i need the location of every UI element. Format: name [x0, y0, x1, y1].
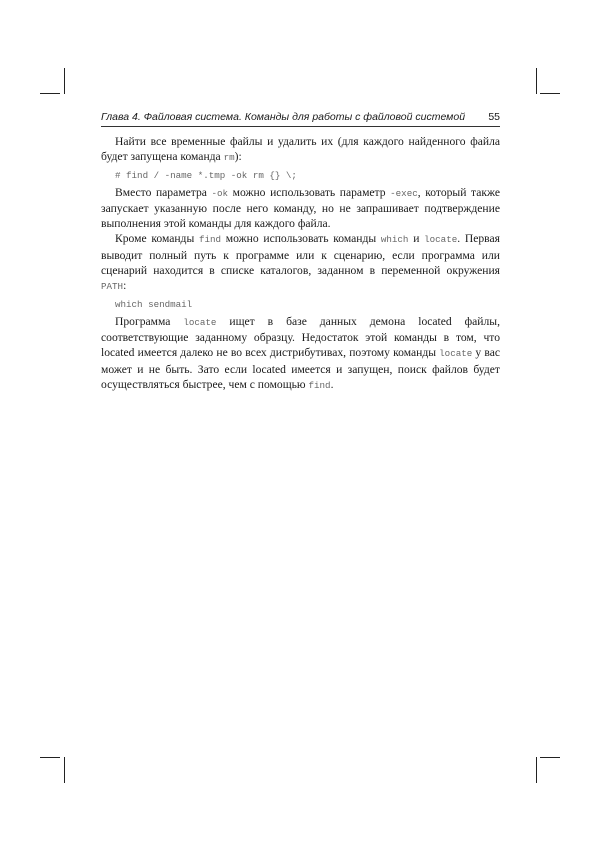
chapter-title: Глава 4. Файловая система. Команды для работы с файловой системой: [101, 111, 466, 123]
running-header: [101, 111, 500, 127]
crop-mark: [64, 68, 65, 94]
inline-code: find: [198, 234, 222, 246]
header-rule: [101, 126, 500, 127]
crop-mark: [40, 757, 60, 758]
code-example: which sendmail: [115, 298, 193, 310]
crop-mark: [40, 93, 60, 94]
inline-code: -exec: [390, 187, 418, 199]
inline-code: locate: [439, 348, 473, 360]
inline-code: locate: [424, 234, 458, 246]
paragraph: Кроме команды find можно использовать команды which и locate. Первая выводит полный путь к программе или к сценарию, если программа или сценарий находится в списке каталогов, заданном в переменной окружения PATH:: [101, 232, 500, 293]
crop-mark: [536, 757, 537, 783]
page-number: 55: [488, 111, 500, 123]
paragraph: Программа locate ищет в базе данных демона located файлы, соответствующие заданному образцу. Недостаток этой команды в том, что located имеется далеко не во всех дистрибутивах, поэтому команды locate у вас может и не быть. Зато если located имеется и запущен, поиск файлов будет осуществляться быстрее, чем с помощью find.: [101, 314, 500, 391]
paragraph: Вместо параметра -ok можно использовать параметр -exec, который также запускает указанную после него команду, но не запрашивает подтверждение выполнения этой команды для каждого файла.: [101, 185, 500, 231]
crop-mark: [64, 757, 65, 783]
inline-code: find: [308, 379, 331, 391]
crop-mark: [540, 757, 560, 758]
inline-code: -ok: [211, 187, 229, 199]
page-body: [101, 134, 500, 393]
code-example: # find / -name *.tmp -ok rm {} \;: [115, 169, 297, 181]
inline-code: rm: [223, 152, 235, 164]
inline-code: PATH: [101, 281, 124, 293]
paragraph: Найти все временные файлы и удалить их (для каждого найденного файла будет запущена команда rm):: [101, 135, 500, 164]
crop-mark: [536, 68, 537, 94]
inline-code: locate: [183, 316, 217, 328]
inline-code: which: [380, 234, 409, 246]
crop-mark: [540, 93, 560, 94]
